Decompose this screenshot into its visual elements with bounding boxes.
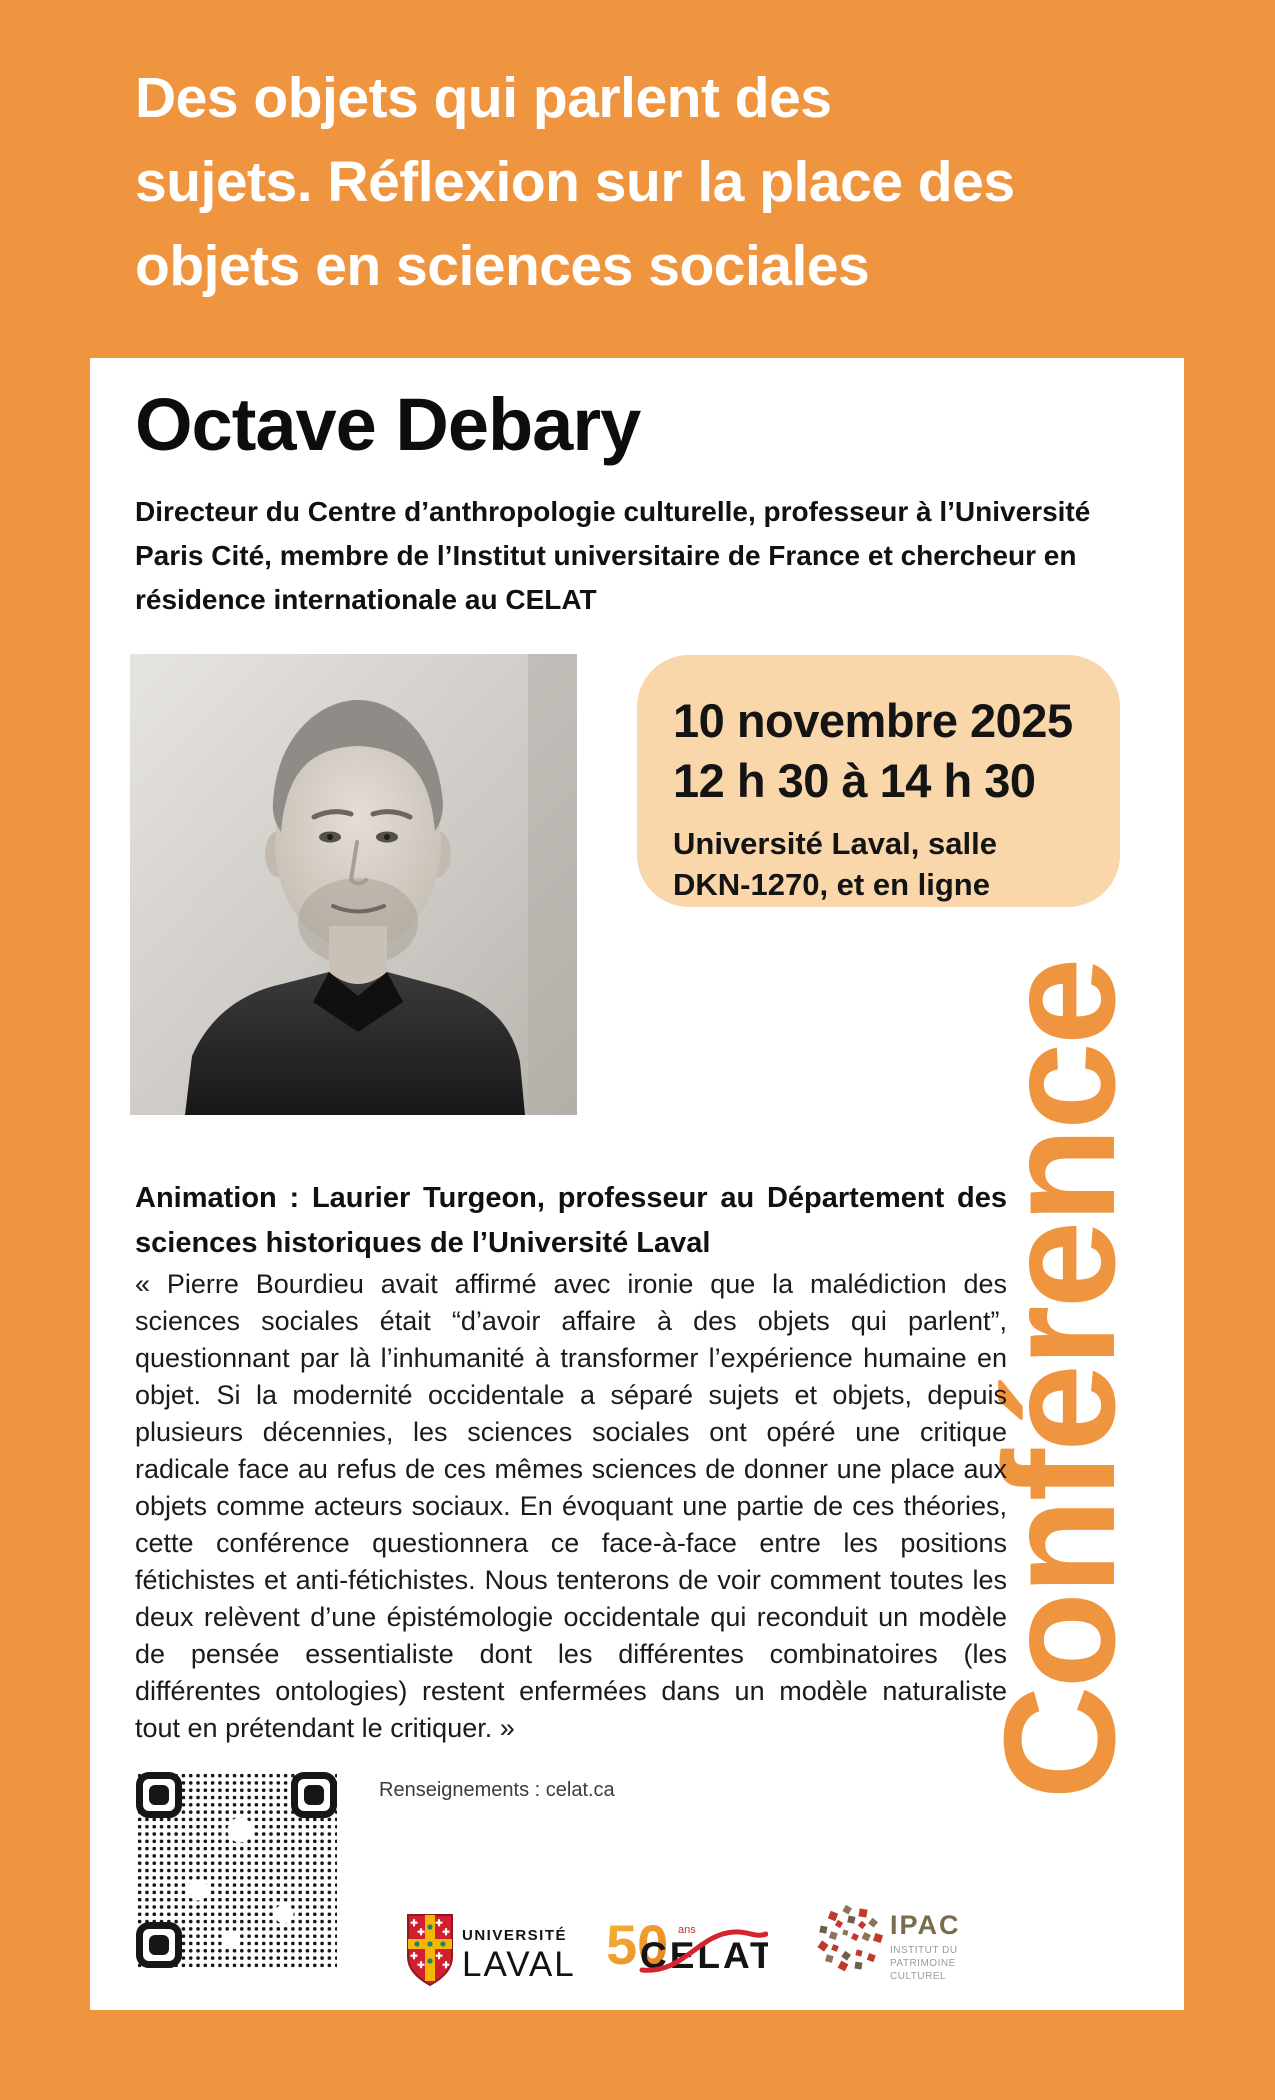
speaker-role-line1: Directeur du Centre d’anthropologie culturelle, professeur à l’Université: [135, 496, 1091, 527]
event-location-line2: DKN-1270, et en ligne: [673, 867, 990, 902]
poster-title-line3: objets en sciences sociales: [135, 234, 870, 298]
laval-wordmark-line1: UNIVERSITÉ: [462, 1927, 568, 1944]
laval-wordmark-line2: LAVAL: [462, 1945, 576, 1984]
ipac-subtitle-line3: CULTUREL: [890, 1971, 947, 1982]
ipac-acronym: IPAC: [890, 1910, 961, 1940]
poster-title-line1: Des objets qui parlent des: [135, 66, 832, 130]
speaker-role-line3: résidence internationale au CELAT: [135, 584, 597, 615]
svg-text:✚: ✚: [435, 1918, 443, 1928]
ipac-subtitle: [890, 1944, 961, 1983]
speaker-role: [135, 490, 1090, 622]
universite-laval-logo: [406, 1913, 576, 1994]
event-time: 12 h 30 à 14 h 30: [673, 754, 1036, 807]
content-card: [90, 358, 1184, 2010]
celat-wordmark: CELAT: [640, 1935, 768, 1974]
svg-text:✚: ✚: [417, 1927, 425, 1937]
qr-finder-top-right: [291, 1772, 337, 1818]
contact-info: Renseignements : celat.ca: [379, 1779, 615, 1801]
celat-50-number: 50: [606, 1918, 669, 1974]
ipac-logo: [816, 1904, 961, 1982]
ipac-subtitle-line1: INSTITUT DU: [890, 1945, 958, 1956]
speaker-photo: [130, 654, 577, 1115]
svg-text:✚: ✚: [410, 1918, 418, 1928]
event-location: [673, 823, 1102, 905]
qr-finder-bottom-left: [136, 1922, 182, 1968]
abstract-quote: « Pierre Bourdieu avait affirmé avec ironie que la malédiction des sciences sociales était “d’avoir affaire à des objets qui parlent”, questionnant par là l’inhumanité à transformer l’expérience humaine en objet. Si la modernité occidentale a séparé sujets et objets, depuis plusieurs décennies, les sciences sociales ont opéré une critique radicale face au refus de ces mêmes sciences de donner une place aux objets comme acteurs sociaux. En évoquant une partie de ces théories, cette conférence questionnera ce face-à-face entre les positions fétichistes et anti-fétichistes. Nous tenterons de voir comment toutes les deux relèvent d’une épistémologie occidentale qui reconduit un modèle de pensée essentialiste dont les différentes combinatoires (les différentes ontologies) restent enfermées dans un modèle naturaliste tout en prétendant le critiquer. »: [135, 1269, 1007, 1743]
speaker-name: Octave Debary: [135, 383, 641, 466]
svg-text:✚: ✚: [410, 1951, 418, 1961]
ipac-emblem-icon: [816, 1904, 884, 1972]
event-location-line1: Université Laval, salle: [673, 826, 997, 861]
svg-text:✚: ✚: [442, 1927, 450, 1937]
svg-text:✚: ✚: [442, 1960, 450, 1970]
event-date: 10 novembre 2025: [673, 694, 1073, 747]
svg-text:✚: ✚: [417, 1960, 425, 1970]
speaker-role-line2: Paris Cité, membre de l’Institut universitaire de France et chercheur en: [135, 540, 1077, 571]
animation-credit: Animation : Laurier Turgeon, professeur au Département des sciences historiques de l’Université Laval: [135, 1182, 1007, 1259]
event-info-box: [637, 655, 1120, 907]
vertical-conference-label: Conférence: [972, 960, 1148, 1800]
qr-finder-top-left: [136, 1772, 182, 1818]
ipac-subtitle-line2: PATRIMOINE: [890, 1958, 956, 1969]
celat-ans-label: ans: [678, 1924, 696, 1936]
poster-title-line2: sujets. Réflexion sur la place des: [135, 150, 1015, 214]
qr-code: [136, 1772, 337, 1968]
poster-title: [135, 56, 1015, 308]
laval-crest-icon: [406, 1913, 454, 1989]
svg-text:✚: ✚: [435, 1951, 443, 1961]
celat-50-logo: [606, 1918, 768, 1979]
